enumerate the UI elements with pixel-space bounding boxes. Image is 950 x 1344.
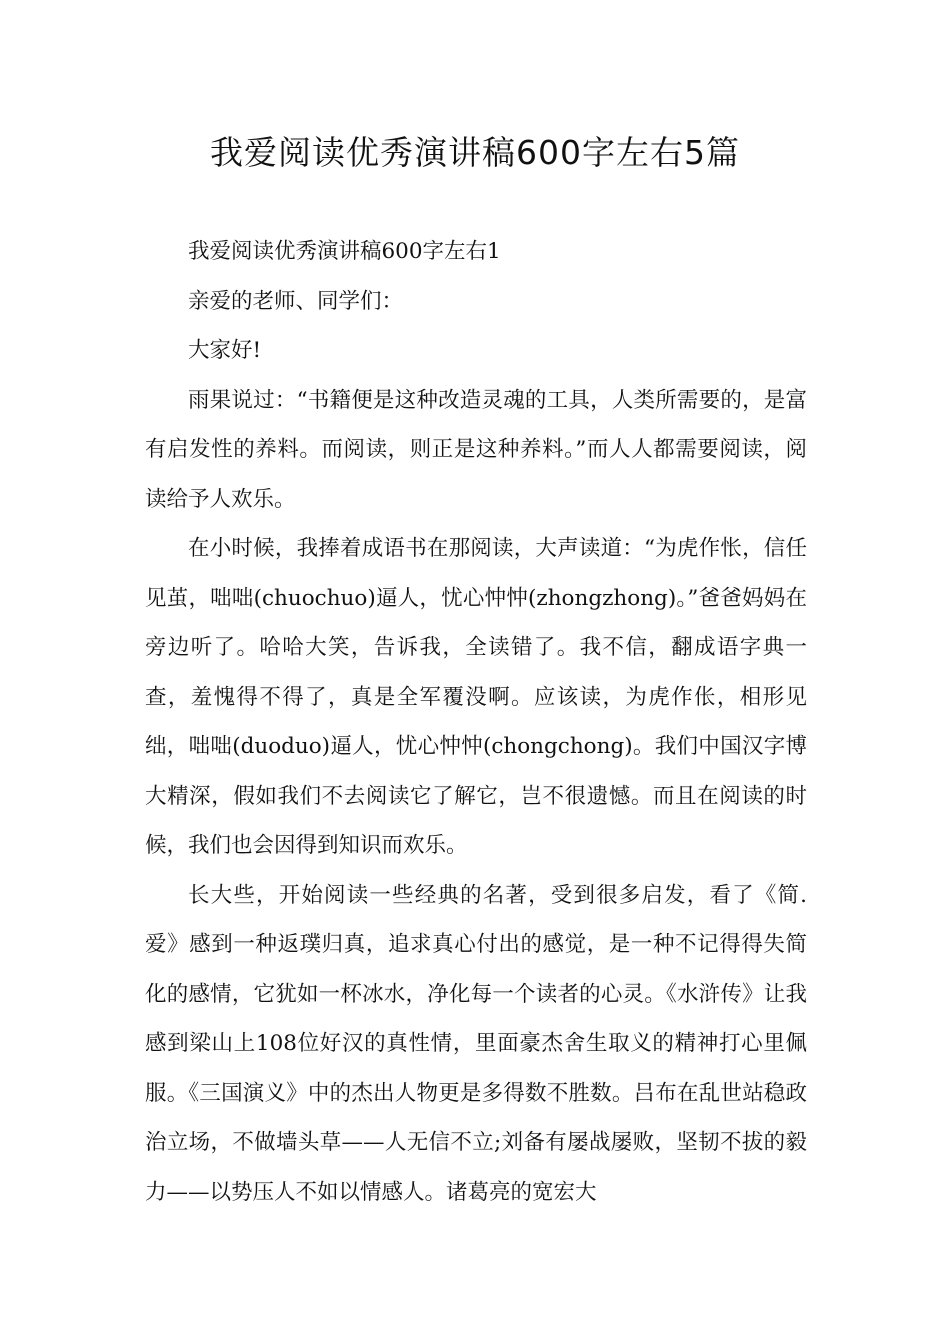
paragraph-subtitle: 我爱阅读优秀演讲稿600字左右1 bbox=[188, 239, 501, 264]
paragraph-classics: 长大些，开始阅读一些经典的名著，受到很多启发，看了《简.爱》感到一种返璞归真，追求真心付出的感觉，是一种不记得得失简化的感情，它犹如一杯冰水，净化每一个读者的心灵。《水浒传》让我感到梁山上108位好汉的真性情，里面豪杰舍生取义的精神打心里佩服。《三国演义》中的杰出人物更是多得数不胜数。吕布在乱世站稳政治立场，不做墙头草——人无信不立;刘备有屡战屡败，坚韧不拔的毅力——以势压人不如以情感人。诸葛亮的宽宏大 bbox=[145, 882, 807, 1205]
document-body bbox=[145, 227, 807, 1217]
paragraph-salutation: 亲爱的老师、同学们： bbox=[188, 288, 404, 314]
paragraph-childhood: 在小时候，我捧着成语书在那阅读，大声读道：“为虎作怅，信任见茧，咄咄(chuochuo)逼人，忧心忡忡(zhongzhong)。”爸爸妈妈在旁边听了。哈哈大笑，告诉我，全读错了。我不信，翻成语字典一查，羞愧得不得了，真是全军覆没啊。应该读，为虎作伥，相形见绌，咄咄(duoduo)逼人，忧心忡忡(chongchong)。我们中国汉字博大精深，假如我们不去阅读它了解它，岂不很遗憾。而且在阅读的时候，我们也会因得到知识而欢乐。 bbox=[145, 536, 807, 858]
document-title: 我爱阅读优秀演讲稿600字左右5篇 bbox=[210, 133, 740, 172]
paragraph-greeting: 大家好! bbox=[188, 338, 262, 363]
paragraph-hugo-quote: 雨果说过：“书籍便是这种改造灵魂的工具，人类所需要的，是富有启发性的养料。而阅读，则正是这种养料。”而人人都需要阅读，阅读给予人欢乐。 bbox=[145, 387, 807, 512]
